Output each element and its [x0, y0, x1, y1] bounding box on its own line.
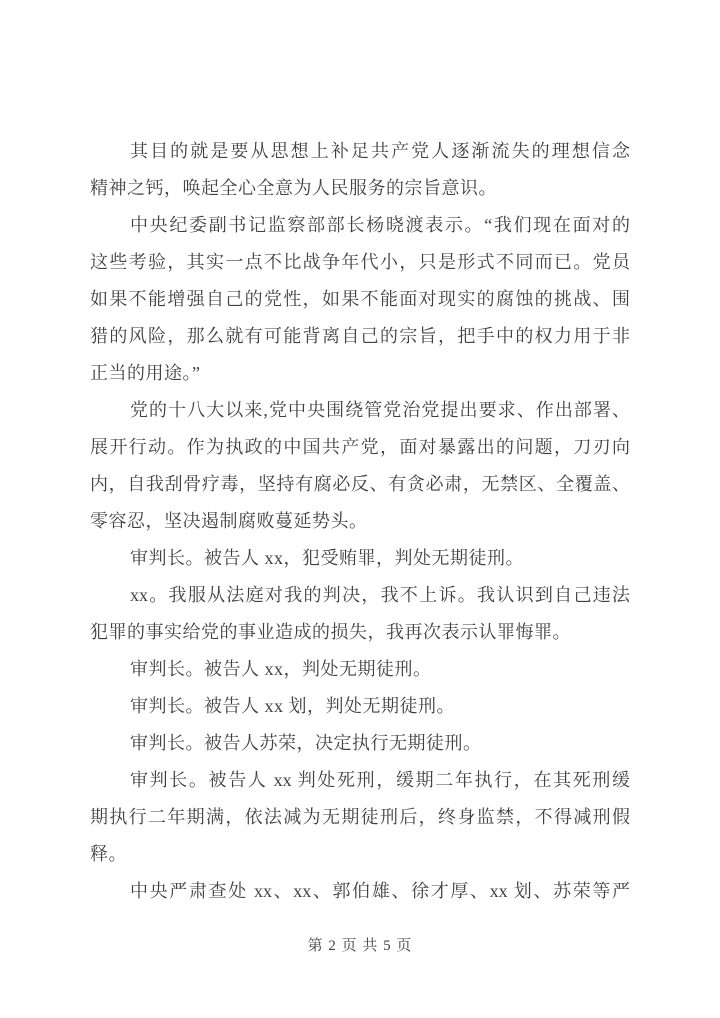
text-line: 猎的风险，那么就有可能背离自己的宗旨，把手中的权力用于非 — [90, 326, 630, 346]
text-line: 展开行动。作为执政的中国共产党，面对暴露出的问题，刀刃向 — [90, 437, 630, 457]
text-line: 期执行二年期满，依法减为无期徒刑后，终身监禁，不得减刑假 — [90, 807, 630, 827]
text-line: 这些考验，其实一点不比战争年代小，只是形式不同而已。党员 — [90, 252, 630, 272]
text-line: 犯罪的事实给党的事业造成的损失，我再次表示认罪悔罪。 — [90, 622, 571, 642]
text-line: 审判长。被告人苏荣，决定执行无期徒刑。 — [130, 733, 482, 753]
text-line: 精神之钙，唤起全心全意为人民服务的宗旨意识。 — [90, 178, 497, 198]
text-line: xx。我服从法庭对我的判决，我不上诉。我认识到自己违法 — [130, 585, 630, 605]
text-line: 内，自我刮骨疗毒，坚持有腐必反、有贪必肃，无禁区、全覆盖、 — [90, 474, 630, 494]
page-number: 第 2 页 共 5 页 — [307, 938, 413, 954]
text-line: 其目的就是要从思想上补足共产党人逐渐流失的理想信念 — [130, 141, 630, 161]
text-line: 审判长。被告人 xx 划，判处无期徒刑。 — [130, 696, 455, 716]
text-line: 审判长。被告人 xx，犯受贿罪，判处无期徒刑。 — [130, 548, 524, 568]
text-line: 党的十八大以来,党中央围绕管党治党提出要求、作出部署、 — [130, 400, 630, 420]
text-line: 审判长。被告人 xx，判处无期徒刑。 — [130, 659, 432, 679]
text-line: 如果不能增强自己的党性，如果不能面对现实的腐蚀的挑战、围 — [90, 289, 630, 309]
page-footer — [0, 934, 720, 958]
text-line: 零容忍，坚决遏制腐败蔓延势头。 — [90, 511, 368, 531]
text-line: 正当的用途。” — [90, 363, 201, 383]
document-body — [90, 133, 630, 910]
text-line: 中央严肃查处 xx、xx、郭伯雄、徐才厚、xx 划、苏荣等严 — [130, 881, 630, 901]
text-line: 中央纪委副书记监察部部长杨晓渡表示。“我们现在面对的 — [130, 215, 630, 235]
text-line: 释。 — [90, 844, 127, 864]
text-line: 审判长。被告人 xx 判处死刑，缓期二年执行，在其死刑缓 — [130, 770, 630, 790]
